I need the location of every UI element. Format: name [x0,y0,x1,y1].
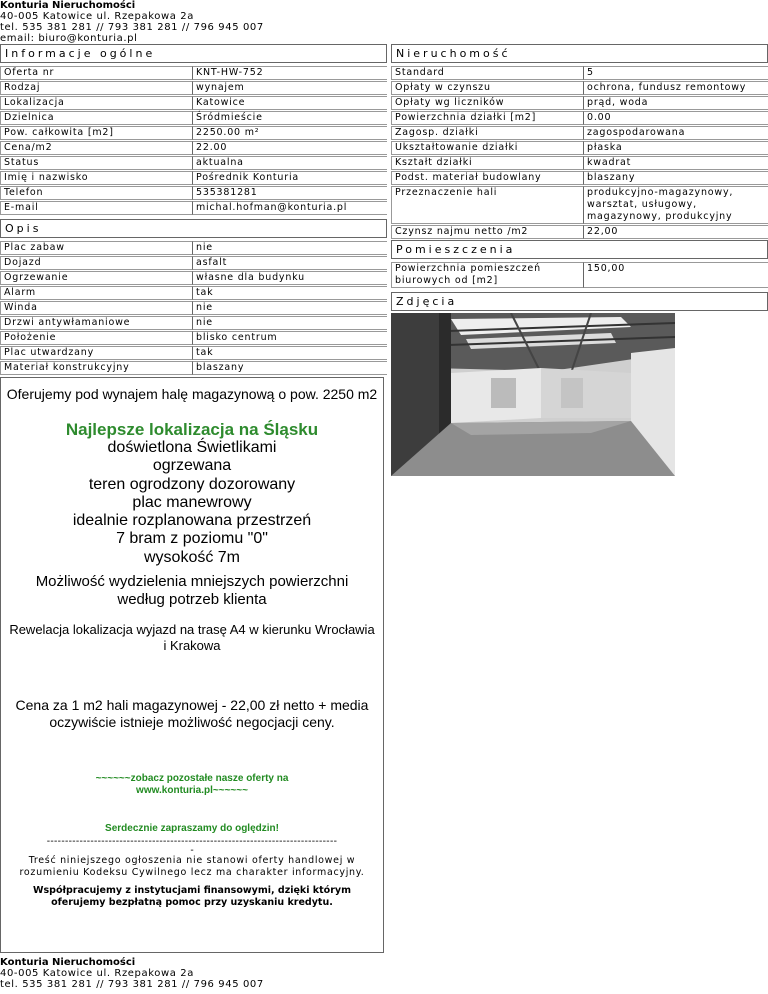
row-label: Podst. materiał budowlany [391,171,583,185]
disclaimer-line-2: rozumieniu Kodeksu Cywilnego lecz ma charakter informacyjny. [19,867,365,878]
row-label: Położenie [0,331,192,345]
table-row [0,201,387,215]
row-label: Alarm [0,286,192,300]
feature-line: wysokość 7m [143,548,241,566]
separator-dashes: -------------------------------------------------------------------------------- [46,836,338,847]
table-row [0,141,387,155]
row-label: E-mail [0,201,192,215]
row-label: Ogrzewanie [0,271,192,285]
general-table [0,65,387,216]
table-row [391,141,768,155]
table-row [391,126,768,140]
feature-line: doświetlona Świetlikami [107,439,277,456]
property-table [391,65,768,240]
row-label: Ukształtowanie działki [391,141,583,155]
row-label: Materiał konstrukcyjny [0,361,192,375]
row-value: asfalt [192,256,387,270]
price-line-1: Cena za 1 m2 hali magazynowej - 22,00 zł netto + media [15,697,369,713]
table-row [0,361,387,375]
table-row [0,66,387,80]
row-label: Cena/m2 [0,141,192,155]
row-value: zagospodarowana [583,126,768,140]
company-address: 40-005 Katowice ul. Rzepakowa 2a [0,11,194,22]
table-row [0,256,387,270]
row-label: Lokalizacja [0,96,192,110]
row-label: Drzwi antywłamaniowe [0,316,192,330]
table-row [391,156,768,170]
row-label: Telefon [0,186,192,200]
table-row [0,81,387,95]
row-value: nie [192,241,387,255]
row-value: 22.00 [192,141,387,155]
table-row [0,346,387,360]
row-value: produkcyjno-magazynowy, warsztat, usługowy, magazynowy, produkcyjny [583,186,768,224]
row-label: Powierzchnia pomieszczeń biurowych od [m2] [391,262,583,288]
table-row [391,186,768,224]
description-intro: Oferujemy pod wynajem halę magazynową o pow. 2250 m2 [6,386,378,402]
table-row [0,171,387,185]
other-offers-link[interactable]: www.konturia.pl~~~~~~ [136,785,248,796]
page-footer [0,957,264,990]
row-label: Zagosp. działki [391,126,583,140]
table-row [0,96,387,110]
feature-line: teren ogrodzony dozorowany [88,475,296,493]
table-row [0,301,387,315]
row-value: 5 [583,66,768,80]
row-label: Rodzaj [0,81,192,95]
table-row [391,262,768,288]
row-value: KNT-HW-752 [192,66,387,80]
table-row [0,286,387,300]
other-offers-line-1: ~~~~~~zobacz pozostałe nasze oferty na [95,773,289,784]
row-value: 0.00 [583,111,768,125]
feature-line: plac manewrowy [132,493,252,511]
row-value: nie [192,316,387,330]
row-value: wynajem [192,81,387,95]
table-row [391,171,768,185]
row-label: Czynsz najmu netto /m2 [391,225,583,239]
table-row [0,186,387,200]
row-label: Dojazd [0,256,192,270]
table-row [0,241,387,255]
row-label: Kształt działki [391,156,583,170]
feature-line: ogrzewana [152,457,232,475]
description-headline: Najlepsze lokalizacja na Śląsku [65,420,319,439]
row-label: Status [0,156,192,170]
location-line-2: i Krakowa [163,638,221,653]
row-value: płaska [583,141,768,155]
row-value: kwadrat [583,156,768,170]
row-value: tak [192,286,387,300]
section-rooms-title: Pomieszczenia [391,240,768,259]
table-row [0,316,387,330]
row-label: Standard [391,66,583,80]
credit-line-1: Współpracujemy z instytucjami finansowymi, dzięki którym [33,885,351,896]
section-general-title: Informacje ogólne [0,44,387,63]
footer-phones: tel. 535 381 281 // 793 381 281 // 796 945 007 [0,979,264,990]
row-label: Opłaty wg liczników [391,96,583,110]
section-description-title: Opis [0,219,387,238]
row-label: Oferta nr [0,66,192,80]
table-row [391,225,768,239]
table-row [391,81,768,95]
row-value: Katowice [192,96,387,110]
company-name: Konturia Nieruchomości [0,0,136,11]
separator-end: - [190,845,194,856]
row-label: Plac utwardzany [0,346,192,360]
price-line-2: oczywiście istnieje możliwość negocjacji ceny. [49,714,335,730]
row-value: 150,00 [583,262,768,288]
footer-address: 40-005 Katowice ul. Rzepakowa 2a [0,968,194,979]
row-value: blaszany [583,171,768,185]
company-email: email: biuro@konturia.pl [0,33,138,44]
row-value: nie [192,301,387,315]
row-label: Plac zabaw [0,241,192,255]
feature-line: 7 bram z poziomu "0" [116,530,268,548]
location-line-1: Rewelacja lokalizacja wyjazd na trasę A4 w kierunku Wrocławia [9,622,375,637]
row-label: Winda [0,301,192,315]
disclaimer-line-1: Treść niniejszego ogłoszenia nie stanowi oferty handlowej w [28,855,356,866]
row-value: prąd, woda [583,96,768,110]
credit-line-2: oferujemy bezpłatną pomoc przy uzyskaniu kredytu. [51,897,333,908]
row-value: blisko centrum [192,331,387,345]
section-property-title: Nieruchomość [391,44,768,63]
footer-company-name: Konturia Nieruchomości [0,957,136,968]
description-features [0,439,384,567]
row-label: Opłaty w czynszu [391,81,583,95]
company-phones: tel. 535 381 281 // 793 381 281 // 796 945 007 [0,22,264,33]
description-table [0,240,387,376]
division-line-2: według potrzeb klienta [117,591,267,608]
row-value: aktualna [192,156,387,170]
row-value: własne dla budynku [192,271,387,285]
table-row [0,271,387,285]
row-label: Pow. całkowita [m2] [0,126,192,140]
table-row [391,111,768,125]
table-row [391,96,768,110]
table-row [0,156,387,170]
division-line-1: Możliwość wydzielenia mniejszych powierzchni [35,573,349,590]
rooms-table [391,261,768,289]
warehouse-photo[interactable] [391,313,675,476]
row-value: Śródmieście [192,111,387,125]
section-photos-title: Zdjęcia [391,292,768,311]
feature-line: idealnie rozplanowana przestrzeń [72,512,312,530]
table-row [391,66,768,80]
row-value: ochrona, fundusz remontowy [583,81,768,95]
row-value: Pośrednik Konturia [192,171,387,185]
row-value: 22,00 [583,225,768,239]
row-label: Imię i nazwisko [0,171,192,185]
row-value: 2250.00 m² [192,126,387,140]
row-label: Powierzchnia działki [m2] [391,111,583,125]
row-label: Przeznaczenie hali [391,186,583,224]
row-value: tak [192,346,387,360]
table-row [0,126,387,140]
table-row [0,331,387,345]
row-label: Dzielnica [0,111,192,125]
page-header [0,0,264,44]
row-value: blaszany [192,361,387,375]
invitation-text: Serdecznie zapraszamy do oględzin! [105,823,279,834]
table-row [0,111,387,125]
row-value: 535381281 [192,186,387,200]
row-value[interactable]: michal.hofman@konturia.pl [192,201,387,215]
